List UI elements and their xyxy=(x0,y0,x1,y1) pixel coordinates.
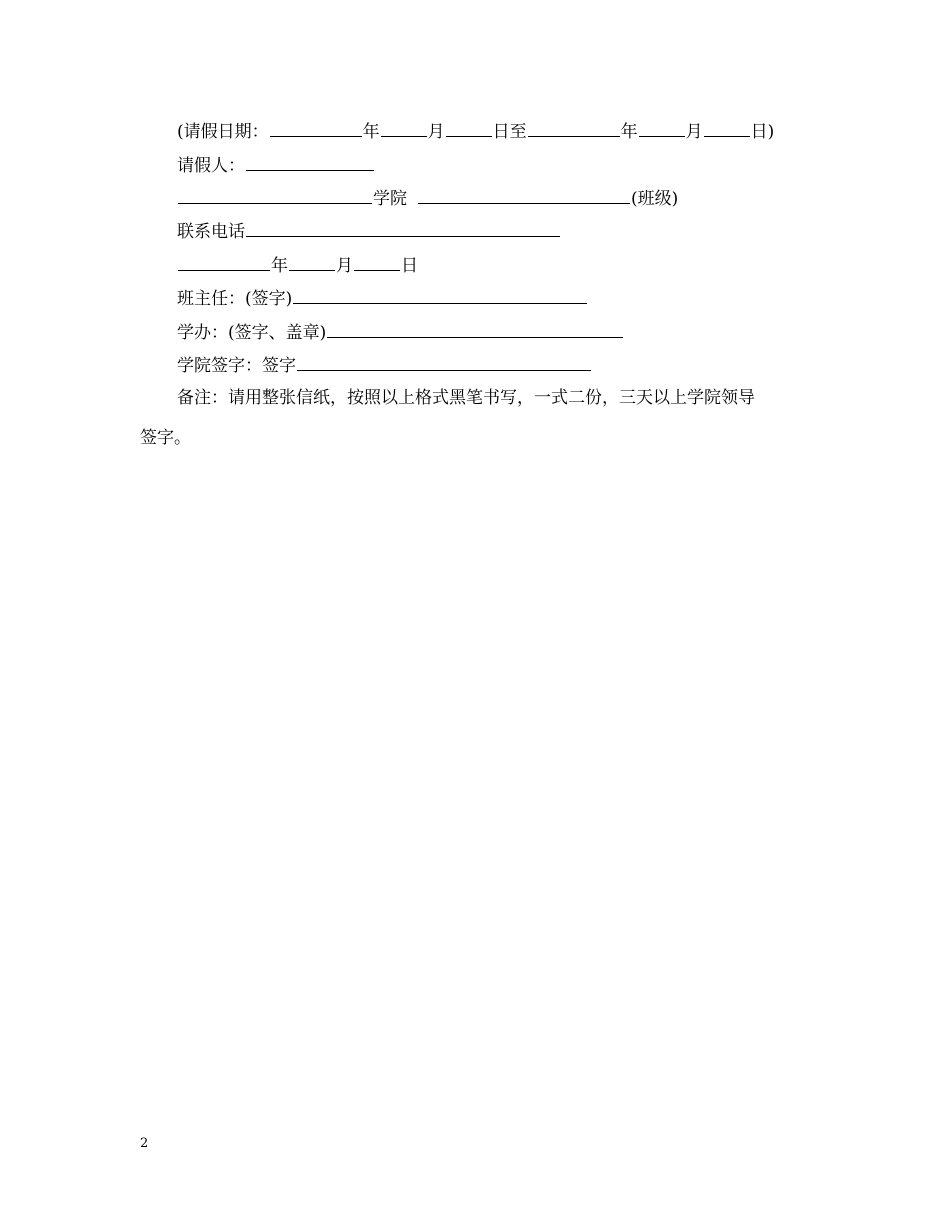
date-month-label: 月 xyxy=(336,256,353,276)
college-signature-blank[interactable] xyxy=(297,352,591,371)
start-month-blank[interactable] xyxy=(381,118,427,137)
end-day-blank[interactable] xyxy=(704,118,750,137)
date-year-blank[interactable] xyxy=(178,252,270,271)
college-class-line xyxy=(177,185,678,211)
leave-date-label: (请假日期： xyxy=(177,122,269,142)
date-line xyxy=(177,252,418,278)
applicant-label: 请假人： xyxy=(177,156,245,176)
date-day-blank[interactable] xyxy=(354,252,400,271)
end-month-blank[interactable] xyxy=(639,118,685,137)
end-year-blank[interactable] xyxy=(528,118,620,137)
office-signature-blank[interactable] xyxy=(327,319,623,338)
applicant-blank[interactable] xyxy=(246,152,374,171)
class-label: (班级) xyxy=(631,189,679,209)
date-day-label: 日 xyxy=(401,256,418,276)
start-year-label: 年 xyxy=(362,122,380,142)
start-year-blank[interactable] xyxy=(270,118,362,137)
date-month-blank[interactable] xyxy=(289,252,335,271)
end-month-label: 月 xyxy=(685,122,703,142)
phone-blank[interactable] xyxy=(246,218,560,237)
leave-date-line xyxy=(177,118,774,144)
office-line xyxy=(177,319,624,345)
start-month-label: 月 xyxy=(427,122,445,142)
note-line-1: 备注：请用整张信纸，按照以上格式黑笔书写，一式二份，三天以上学院领导 xyxy=(177,388,755,408)
college-blank[interactable] xyxy=(178,185,372,204)
class-blank[interactable] xyxy=(418,185,630,204)
head-teacher-label: 班主任：(签字) xyxy=(177,289,293,309)
phone-line xyxy=(177,218,561,244)
date-year-label: 年 xyxy=(271,256,288,276)
phone-label: 联系电话 xyxy=(177,222,245,242)
end-day-label: 日) xyxy=(750,122,775,142)
head-teacher-signature-blank[interactable] xyxy=(293,285,587,304)
page-number: 2 xyxy=(140,1136,149,1151)
end-year-label: 年 xyxy=(620,122,638,142)
start-day-label: 日至 xyxy=(492,122,527,142)
office-label: 学办：(签字、盖章) xyxy=(177,323,327,343)
college-label: 学院 xyxy=(373,189,407,209)
college-signature-line xyxy=(177,352,592,378)
start-day-blank[interactable] xyxy=(446,118,492,137)
note-line-2: 签字。 xyxy=(140,428,191,448)
applicant-line xyxy=(177,152,375,178)
college-signature-label: 学院签字：签字 xyxy=(177,356,296,376)
head-teacher-line xyxy=(177,285,588,311)
